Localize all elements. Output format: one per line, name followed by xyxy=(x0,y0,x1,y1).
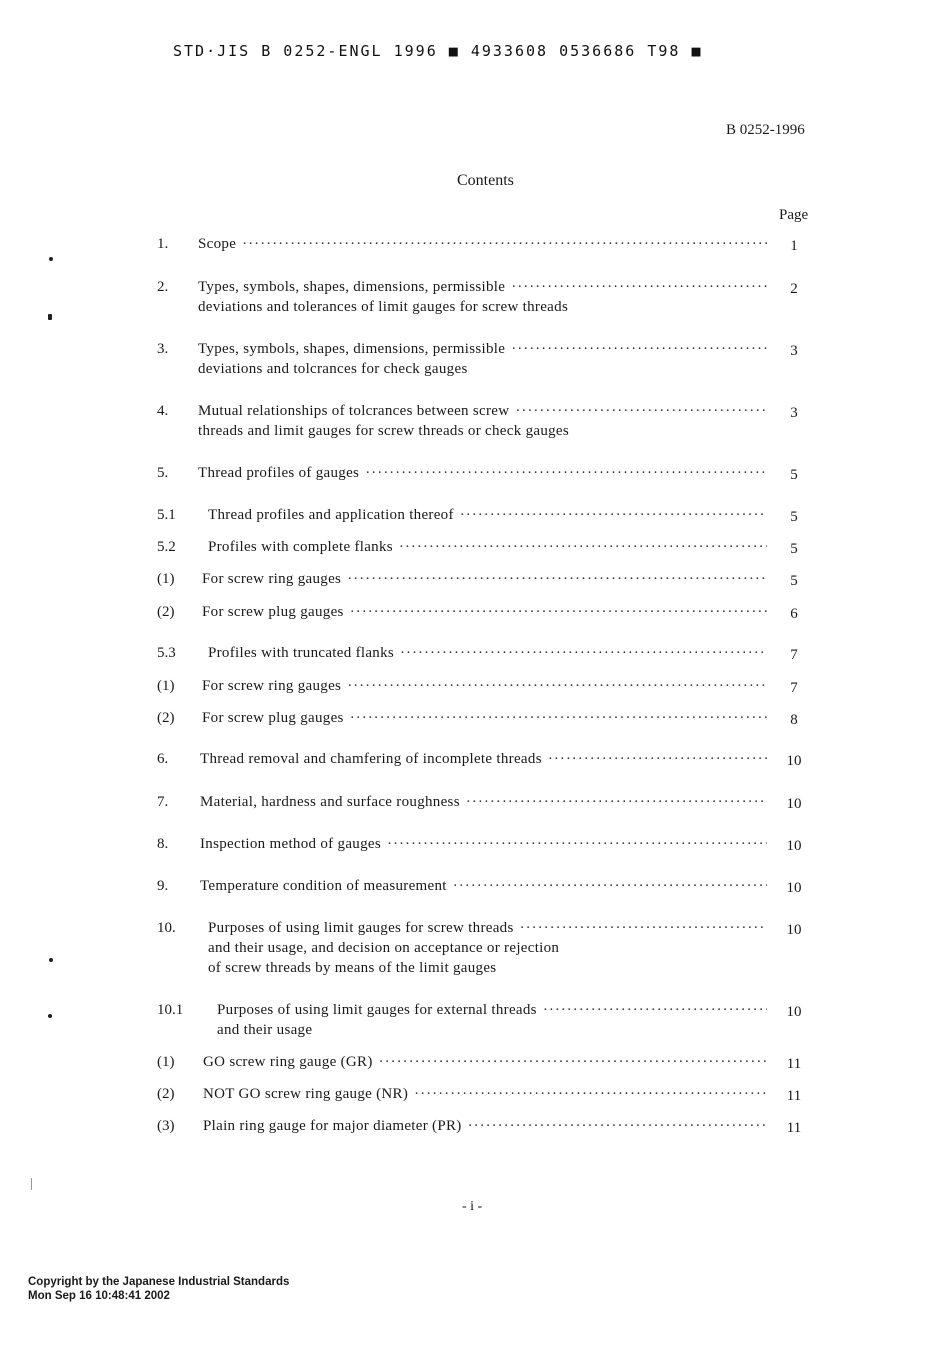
toc-page: 5 xyxy=(790,467,798,483)
toc-title: Plain ring gauge for major diameter (PR) xyxy=(203,1118,462,1134)
toc-page: 3 xyxy=(790,405,798,421)
toc-page: 8 xyxy=(790,712,798,728)
toc-title: Thread profiles of gauges xyxy=(198,465,360,481)
toc-page: 10 xyxy=(786,922,802,938)
dot-leader xyxy=(400,643,767,663)
dot-leader xyxy=(347,569,767,589)
toc-title: Thread removal and chamfering of incomplete threads xyxy=(200,751,542,767)
toc-title: Types, symbols, shapes, dimensions, permissible xyxy=(198,279,506,295)
dot-leader xyxy=(350,708,767,728)
dot-leader xyxy=(460,505,767,525)
document-number: B 0252-1996 xyxy=(726,122,805,138)
toc-title: Thread profiles and application thereof xyxy=(208,507,454,523)
copyright-notice xyxy=(28,1275,289,1303)
toc-page: 2 xyxy=(790,281,798,297)
page-column-label: Page xyxy=(779,207,809,223)
toc-number: 9. xyxy=(157,878,169,894)
toc-page: 10 xyxy=(786,796,802,812)
toc-page: 6 xyxy=(790,606,798,622)
toc-number: (1) xyxy=(157,571,175,587)
toc-page: 5 xyxy=(790,573,798,589)
toc-page: 10 xyxy=(786,880,802,896)
dot-leader xyxy=(515,401,767,421)
toc-number: (1) xyxy=(157,1054,175,1070)
toc-number: 5.1 xyxy=(157,507,176,523)
toc-number: (2) xyxy=(157,604,175,620)
toc-page: 11 xyxy=(786,1056,802,1072)
scan-speck xyxy=(49,958,53,962)
page-title: Contents xyxy=(457,172,514,189)
toc-number: (3) xyxy=(157,1118,175,1134)
dot-leader xyxy=(379,1052,767,1072)
toc-number: 4. xyxy=(157,403,169,419)
toc-page: 10 xyxy=(786,1004,802,1020)
copyright-line: Copyright by the Japanese Industrial Standards xyxy=(28,1276,290,1288)
toc-number: 10.1 xyxy=(157,1002,184,1018)
scan-speck xyxy=(48,314,52,320)
toc-number: 8. xyxy=(157,836,169,852)
dot-leader xyxy=(453,876,767,896)
dot-leader xyxy=(511,277,767,297)
dot-leader xyxy=(347,676,767,696)
scan-speck xyxy=(31,1178,32,1190)
toc-title: Purposes of using limit gauges for external threads xyxy=(217,1002,537,1018)
toc-page: 10 xyxy=(786,838,802,854)
toc-title: GO screw ring gauge (GR) xyxy=(203,1054,373,1070)
toc-number: 5.2 xyxy=(157,539,176,555)
dot-leader xyxy=(350,602,767,622)
dot-leader xyxy=(387,834,767,854)
dot-leader xyxy=(548,749,767,769)
toc-page: 1 xyxy=(790,238,798,254)
toc-title-continuation: deviations and tolerances of limit gauges for screw threads xyxy=(198,299,569,315)
toc-title: Types, symbols, shapes, dimensions, permissible xyxy=(198,341,506,357)
toc-page: 11 xyxy=(786,1088,802,1104)
toc-page: 10 xyxy=(786,753,802,769)
dot-leader xyxy=(466,792,767,812)
toc-number: (2) xyxy=(157,710,175,726)
toc-title: Mutual relationships of tolcrances between screw xyxy=(198,403,510,419)
toc-number: 5.3 xyxy=(157,645,176,661)
toc-number: 10. xyxy=(157,920,176,936)
toc-number: 1. xyxy=(157,236,169,252)
toc-title: Profiles with complete flanks xyxy=(208,539,393,555)
toc-title: Scope xyxy=(198,236,237,252)
toc-page: 11 xyxy=(786,1120,802,1136)
toc-title: NOT GO screw ring gauge (NR) xyxy=(203,1086,409,1102)
toc-title: Inspection method of gauges xyxy=(200,836,381,852)
dot-leader xyxy=(468,1116,767,1136)
toc-number: 5. xyxy=(157,465,169,481)
toc-title: For screw plug gauges xyxy=(202,710,344,726)
document-stamp-header: STD·JIS B 0252-ENGL 1996 ■ 4933608 0536686 T98 ■ xyxy=(173,42,703,60)
timestamp-line: Mon Sep 16 10:48:41 2002 xyxy=(28,1290,170,1302)
toc-title: Purposes of using limit gauges for screw threads xyxy=(208,920,514,936)
toc-page: 7 xyxy=(790,680,798,696)
dot-leader xyxy=(520,918,767,938)
toc-title: For screw ring gauges xyxy=(202,678,342,694)
toc-page: 5 xyxy=(790,509,798,525)
toc-title-continuation: deviations and tolcrances for check gauges xyxy=(198,361,468,377)
page-number-footer: - i - xyxy=(462,1199,483,1214)
toc-number: 2. xyxy=(157,279,169,295)
dot-leader xyxy=(242,234,767,254)
toc-number: 7. xyxy=(157,794,169,810)
toc-title: For screw ring gauges xyxy=(202,571,342,587)
toc-title: Temperature condition of measurement xyxy=(200,878,447,894)
toc-number: (2) xyxy=(157,1086,175,1102)
toc-number: 3. xyxy=(157,341,169,357)
toc-page: 3 xyxy=(790,343,798,359)
toc-page: 5 xyxy=(790,541,798,557)
toc-number: 6. xyxy=(157,751,169,767)
toc-title-continuation: and their usage xyxy=(217,1022,313,1038)
toc-title: Profiles with truncated flanks xyxy=(208,645,395,661)
toc-page: 7 xyxy=(790,647,798,663)
toc-number: (1) xyxy=(157,678,175,694)
dot-leader xyxy=(414,1084,767,1104)
toc-title-continuation: of screw threads by means of the limit gauges xyxy=(208,960,497,976)
scan-speck xyxy=(49,257,53,261)
dot-leader xyxy=(511,339,767,359)
toc-title: For screw plug gauges xyxy=(202,604,344,620)
toc-title-continuation: threads and limit gauges for screw threads or check gauges xyxy=(198,423,570,439)
scan-speck xyxy=(48,1014,52,1018)
dot-leader xyxy=(399,537,767,557)
dot-leader xyxy=(365,463,767,483)
toc-title: Material, hardness and surface roughness xyxy=(200,794,460,810)
toc-title-continuation: and their usage, and decision on acceptance or rejection xyxy=(208,940,560,956)
dot-leader xyxy=(543,1000,767,1020)
